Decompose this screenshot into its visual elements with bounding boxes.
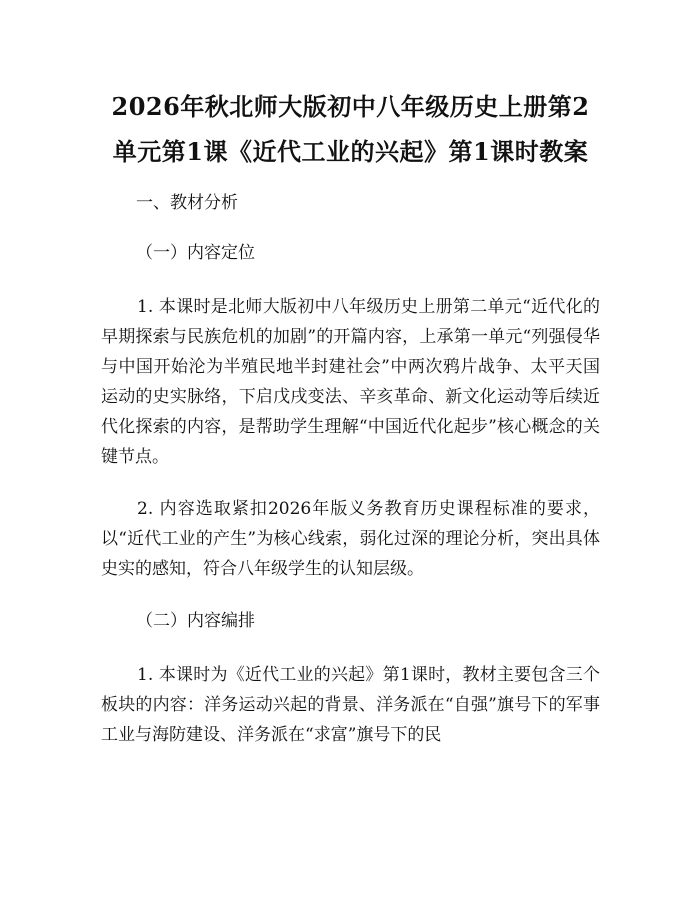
subsection-heading-content-position: （一）内容定位: [136, 243, 255, 263]
paragraph-3: 1. 本课时为《近代工业的兴起》第1课时，教材主要包含三个板块的内容：洋务运动兴起的背景、洋务派在“自强”旗号下的军事工业与海防建设、洋务派在“求富”旗号下的民: [101, 665, 600, 745]
paragraph-1: 1. 本课时是北师大版初中八年级历史上册第二单元“近代化的早期探索与民族危机的加剧”的开篇内容，上承第一单元“列强侵华与中国开始沦为半殖民地半封建社会”中两次鸦片战争、太平天国运动的史实脉络，下启戊戌变法、辛亥革命、新文化运动等后续近代化探索的内容，是帮助学生理解“中国近代化起步”核心概念的关键节点。: [101, 297, 600, 467]
document-title: 2026年秋北师大版初中八年级历史上册第2单元第1课《近代工业的兴起》第1课时教案: [111, 92, 590, 166]
section-heading-1: 一、教材分析: [136, 193, 238, 213]
paragraph-2: 2. 内容选取紧扣2026年版义务教育历史课程标准的要求，以“近代工业的产生”为核心线索，弱化过深的理论分析，突出具体史实的感知，符合八年级学生的认知层级。: [101, 499, 600, 579]
document-body: [101, 188, 600, 750]
subsection-heading-content-arrangement: （二）内容编排: [136, 611, 255, 631]
